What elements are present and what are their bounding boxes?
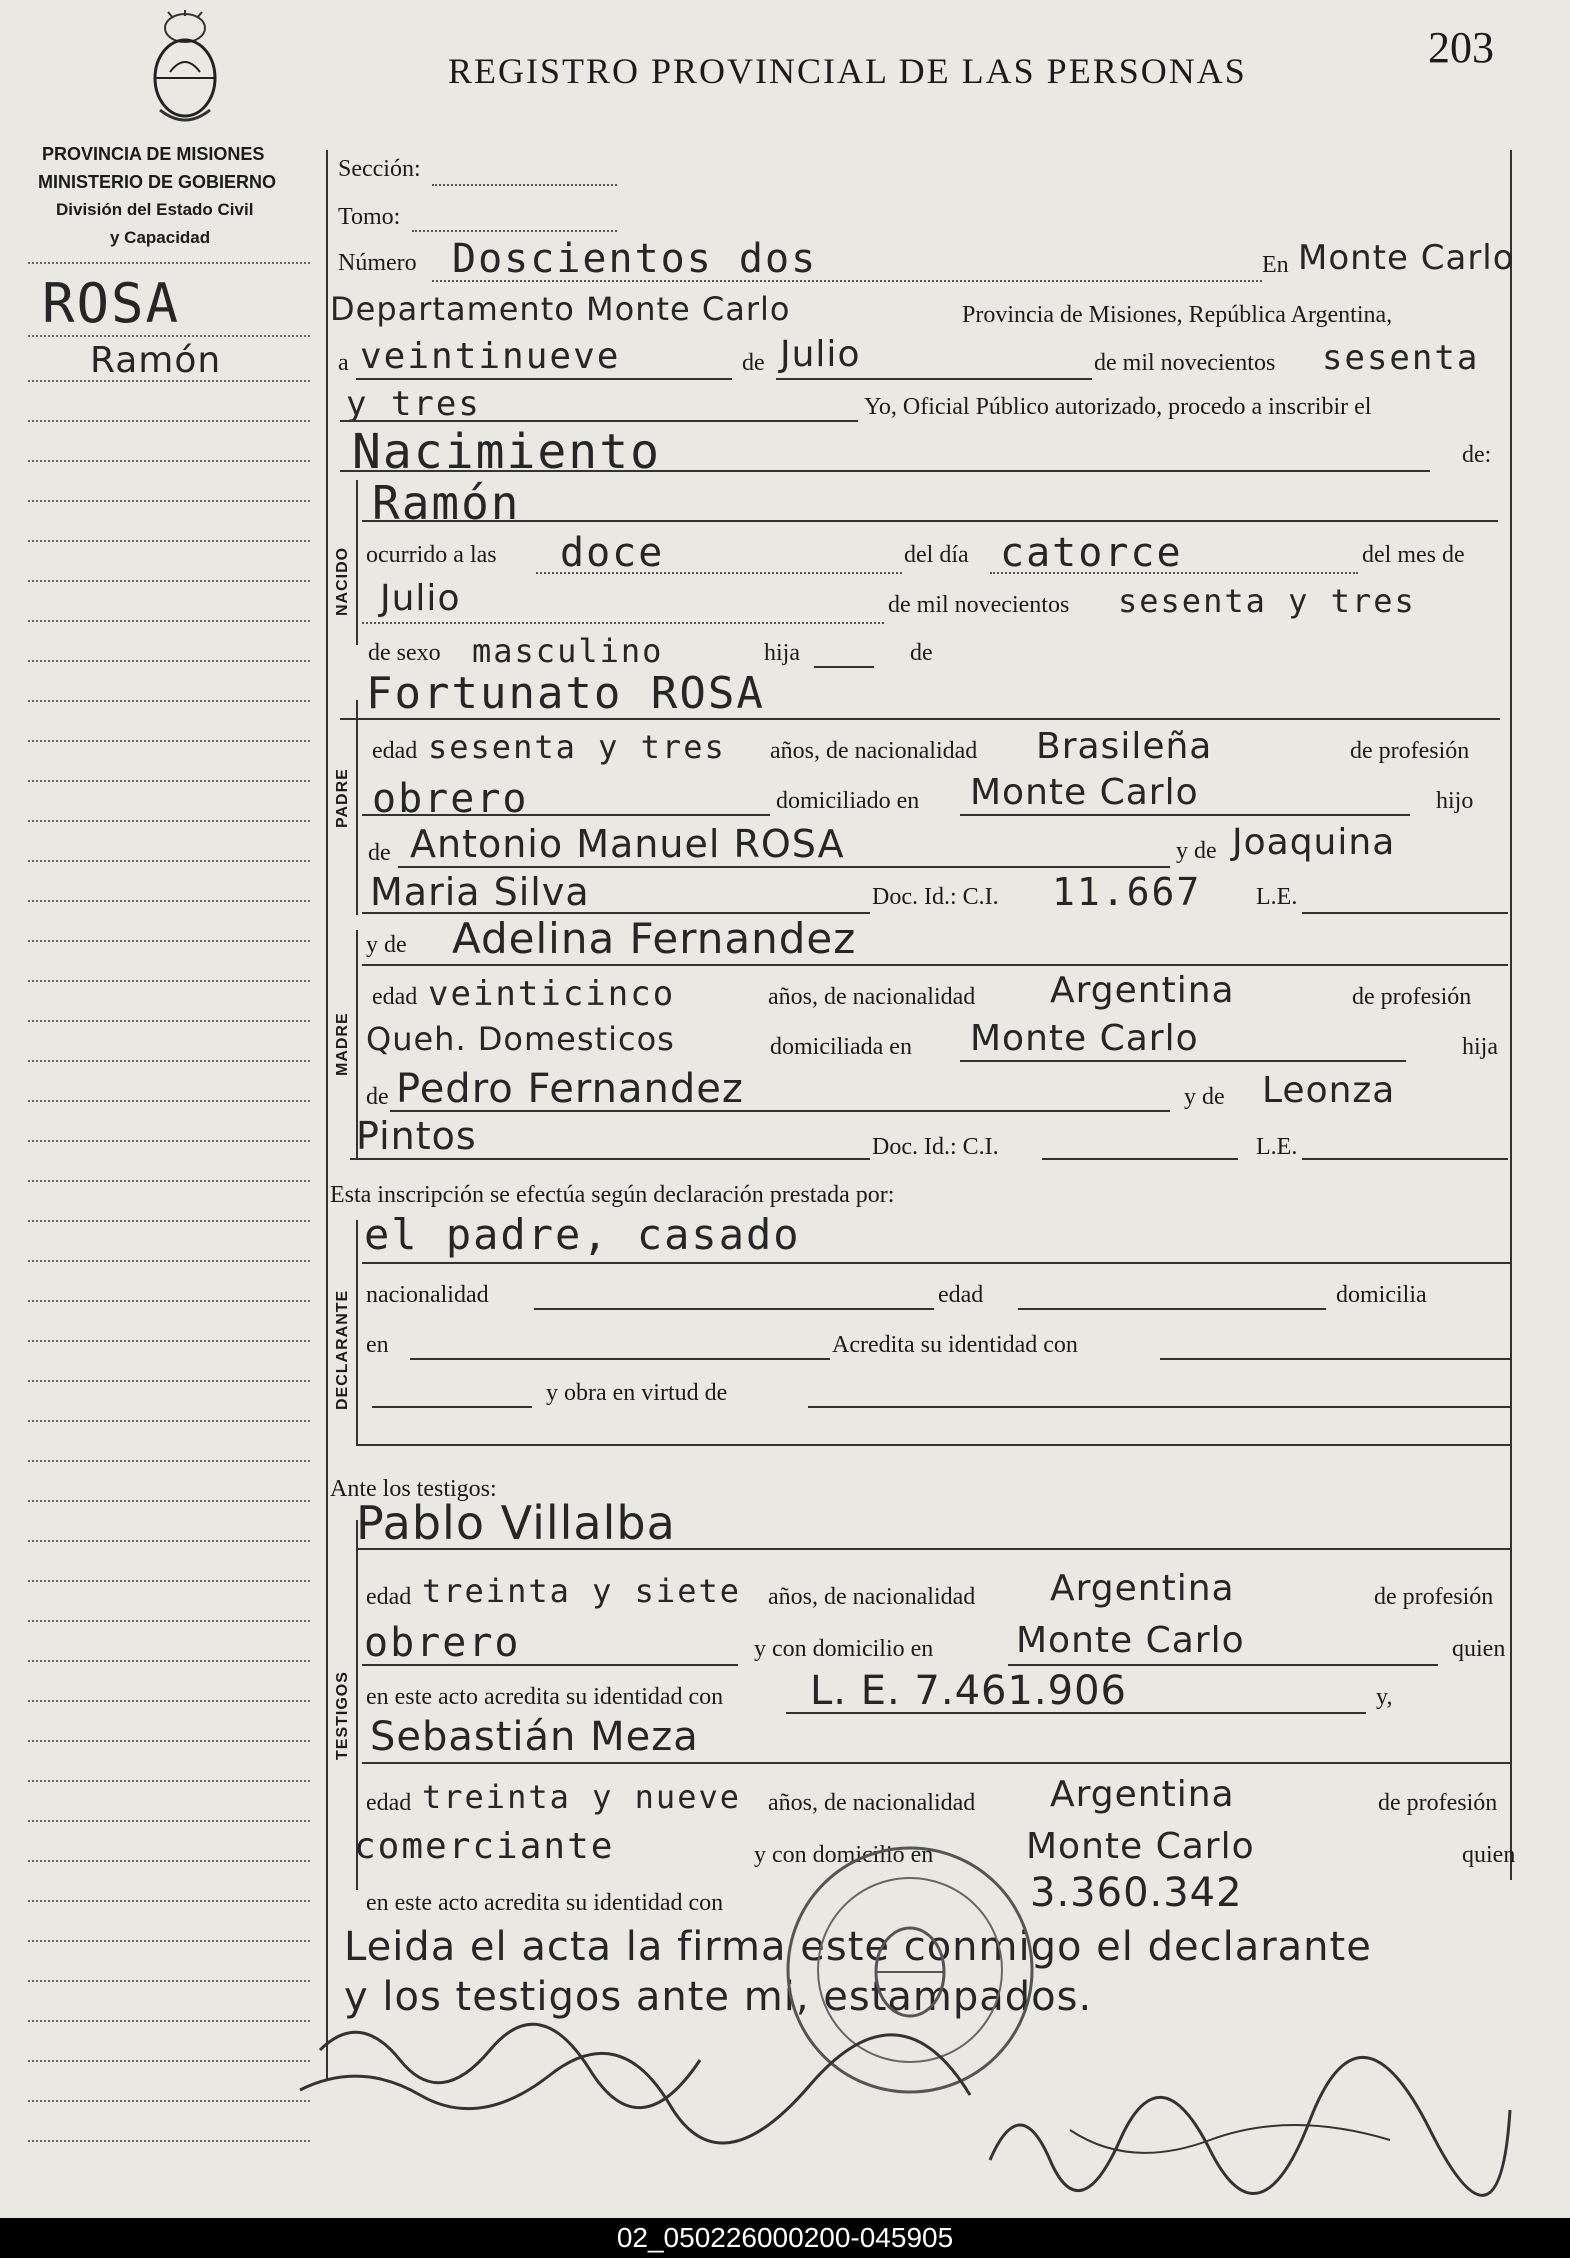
t2-prof-value: comerciante bbox=[354, 1826, 615, 1867]
mil-novecientos-label: de mil novecientos bbox=[1094, 350, 1276, 376]
padre-y-de-a-value: Joaquina bbox=[1232, 822, 1396, 863]
madre-de-label: de bbox=[366, 1084, 389, 1110]
t2-dom-value: Monte Carlo bbox=[1026, 1826, 1255, 1867]
padre-domiciliado-label: domiciliado en bbox=[776, 788, 920, 814]
padre-de-value: Antonio Manuel ROSA bbox=[410, 822, 845, 866]
oficial-label: Yo, Oficial Público autorizado, procedo a inscribir el bbox=[864, 394, 1372, 420]
padre-profesion-value: obrero bbox=[372, 776, 529, 822]
padre-nacionalidad-value: Brasileña bbox=[1036, 726, 1213, 767]
org-line-4: y Capacidad bbox=[110, 228, 211, 247]
registry-title: REGISTRO PROVINCIAL DE LAS PERSONAS bbox=[448, 51, 1247, 91]
decl-nacionalidad-label: nacionalidad bbox=[366, 1282, 489, 1308]
footer-identifier: 02_050226000200-045905 bbox=[0, 2218, 1570, 2258]
testigo1-value: Pablo Villalba bbox=[356, 1496, 676, 1550]
madre-nac-label: años, de nacionalidad bbox=[768, 984, 976, 1010]
padre-de-label: de bbox=[368, 840, 391, 866]
declaracion-label: Esta inscripción se efectúa según declaración prestada por: bbox=[330, 1182, 895, 1208]
padre-le-label: L.E. bbox=[1256, 884, 1298, 910]
padre-ci-value: 11.667 bbox=[1052, 870, 1202, 914]
t2-quien-label: quien bbox=[1462, 1842, 1516, 1868]
t1-edad-label: edad bbox=[366, 1584, 412, 1610]
testigos-tag: TESTIGOS bbox=[334, 1671, 351, 1760]
madre-de-value: Pedro Fernandez bbox=[396, 1066, 744, 1112]
closing-note-1: Leida el acta la firma este conmigo el declarante bbox=[344, 1924, 1372, 1970]
de-label-1: de bbox=[742, 350, 765, 376]
padre-tag: PADRE bbox=[334, 768, 351, 828]
t1-quien-label: quien bbox=[1452, 1636, 1506, 1662]
madre-domicilio-value: Monte Carlo bbox=[970, 1018, 1199, 1059]
madre-le-label: L.E. bbox=[1256, 1134, 1298, 1160]
departamento-value: Departamento Monte Carlo bbox=[330, 290, 791, 328]
t2-dom-label: y con domicilio en bbox=[754, 1842, 934, 1868]
t1-doc-value: L. E. 7.461.906 bbox=[810, 1668, 1127, 1714]
decl-edad-label: edad bbox=[938, 1282, 984, 1308]
madre-y-de-label: y de bbox=[366, 932, 407, 958]
t2-edad-label: edad bbox=[366, 1790, 412, 1816]
padre-edad-value: sesenta y tres bbox=[428, 728, 726, 766]
madre-tag: MADRE bbox=[334, 1012, 351, 1076]
del-dia-label: del día bbox=[904, 542, 969, 568]
t1-prof-value: obrero bbox=[364, 1620, 521, 1666]
t1-nac-value: Argentina bbox=[1050, 1568, 1235, 1609]
decl-en-label: en bbox=[366, 1332, 389, 1358]
t2-edad-value: treinta y nueve bbox=[422, 1778, 741, 1816]
t2-nac-value: Argentina bbox=[1050, 1774, 1235, 1815]
declarante-tag: DECLARANTE bbox=[334, 1289, 351, 1410]
anio-value-b: y tres bbox=[346, 384, 481, 424]
provincia-label: Provincia de Misiones, República Argentina, bbox=[962, 302, 1393, 328]
margin-surname: ROSA bbox=[42, 272, 181, 335]
closing-note-2: y los testigos ante mi, estampados. bbox=[344, 1974, 1093, 2020]
del-mes-label: del mes de bbox=[1362, 542, 1465, 568]
padre-y-de-label: y de bbox=[1176, 838, 1217, 864]
nacido-tag: NACIDO bbox=[334, 546, 351, 616]
de-colon-label: de: bbox=[1462, 442, 1492, 468]
padre-y-de-b-value: Maria Silva bbox=[370, 870, 590, 914]
en-label: En bbox=[1262, 252, 1289, 278]
signatures bbox=[290, 2000, 1550, 2215]
hija-label: hija bbox=[764, 640, 800, 666]
dia-value: veintinueve bbox=[360, 336, 621, 377]
padre-edad-label: edad bbox=[372, 738, 418, 764]
de-sexo-label: de sexo bbox=[368, 640, 441, 666]
padre-profesion-label: de profesión bbox=[1350, 738, 1470, 764]
org-line-3: División del Estado Civil bbox=[56, 200, 254, 219]
t1-prof-label: de profesión bbox=[1374, 1584, 1494, 1610]
org-line-1: PROVINCIA DE MISIONES bbox=[42, 144, 265, 164]
madre-doc-label: Doc. Id.: C.I. bbox=[872, 1134, 999, 1160]
madre-domiciliada-label: domiciliada en bbox=[770, 1034, 912, 1060]
en-value: Monte Carlo bbox=[1298, 238, 1515, 278]
coat-of-arms-icon bbox=[140, 10, 230, 135]
org-line-2: MINISTERIO DE GOBIERNO bbox=[38, 172, 277, 192]
t2-prof-label: de profesión bbox=[1378, 1790, 1498, 1816]
padre-domicilio-value: Monte Carlo bbox=[970, 772, 1199, 813]
madre-edad-value: veinticinco bbox=[428, 974, 676, 1014]
seccion-label: Sección: bbox=[338, 156, 421, 182]
testigos-label: Ante los testigos: bbox=[330, 1476, 497, 1502]
padre-doc-label: Doc. Id.: C.I. bbox=[872, 884, 999, 910]
hora-value: doce bbox=[560, 530, 665, 576]
decl-domicilia-label: domicilia bbox=[1336, 1282, 1427, 1308]
dia-nac-value: catorce bbox=[1000, 530, 1183, 576]
sexo-value: masculino bbox=[472, 632, 664, 670]
t1-edad-value: treinta y siete bbox=[422, 1572, 741, 1610]
t1-dom-label: y con domicilio en bbox=[754, 1636, 934, 1662]
t2-doc-value: 3.360.342 bbox=[1030, 1870, 1243, 1916]
mes-value: Julio bbox=[780, 334, 861, 375]
anio-nac-value: sesenta y tres bbox=[1118, 582, 1416, 620]
testigo2-value: Sebastián Meza bbox=[370, 1714, 699, 1760]
tomo-label: Tomo: bbox=[338, 204, 401, 230]
t2-acredita-label: en este acto acredita su identidad con bbox=[366, 1890, 724, 1916]
madre-y-de-label-2: y de bbox=[1184, 1084, 1225, 1110]
declarante-value: el padre, casado bbox=[364, 1210, 801, 1259]
t1-nac-label: años, de nacionalidad bbox=[768, 1584, 976, 1610]
decl-acredita-label: Acredita su identidad con bbox=[832, 1332, 1078, 1358]
de-label-2: de bbox=[910, 640, 933, 666]
madre-nacionalidad-value: Argentina bbox=[1050, 970, 1235, 1011]
margin-given-name: Ramón bbox=[90, 340, 222, 381]
madre-y-de-a-value: Leonza bbox=[1262, 1070, 1396, 1111]
madre-profesion-label: de profesión bbox=[1352, 984, 1472, 1010]
madre-profesion-value: Queh. Domesticos bbox=[366, 1020, 675, 1058]
numero-label: Número bbox=[338, 250, 417, 276]
t2-nac-label: años, de nacionalidad bbox=[768, 1790, 976, 1816]
page-number: 203 bbox=[1428, 23, 1494, 72]
padre-hijo-label: hijo bbox=[1436, 788, 1474, 814]
de-mil-nov-label: de mil novecientos bbox=[888, 592, 1070, 618]
acto-value: Nacimiento bbox=[352, 424, 661, 480]
madre-y-de-b-value: Pintos bbox=[356, 1114, 477, 1158]
t1-acredita-label: en este acto acredita su identidad con bbox=[366, 1684, 724, 1710]
padre-nac-label: años, de nacionalidad bbox=[770, 738, 978, 764]
anio-value-a: sesenta bbox=[1322, 338, 1480, 378]
nombre-value: Ramón bbox=[372, 476, 521, 530]
mes-nac-value: Julio bbox=[380, 578, 461, 619]
madre-hija-label: hija bbox=[1462, 1034, 1498, 1060]
ocurrido-label: ocurrido a las bbox=[366, 542, 497, 568]
madre-edad-label: edad bbox=[372, 984, 418, 1010]
a-label: a bbox=[338, 350, 349, 376]
t1-dom-value: Monte Carlo bbox=[1016, 1620, 1245, 1661]
t1-y-label: y, bbox=[1376, 1684, 1393, 1710]
decl-obra-label: y obra en virtud de bbox=[546, 1380, 728, 1406]
madre-nombre-value: Adelina Fernandez bbox=[452, 914, 857, 963]
numero-value: Doscientos dos bbox=[452, 236, 818, 282]
padre-nombre-value: Fortunato ROSA bbox=[366, 668, 765, 719]
